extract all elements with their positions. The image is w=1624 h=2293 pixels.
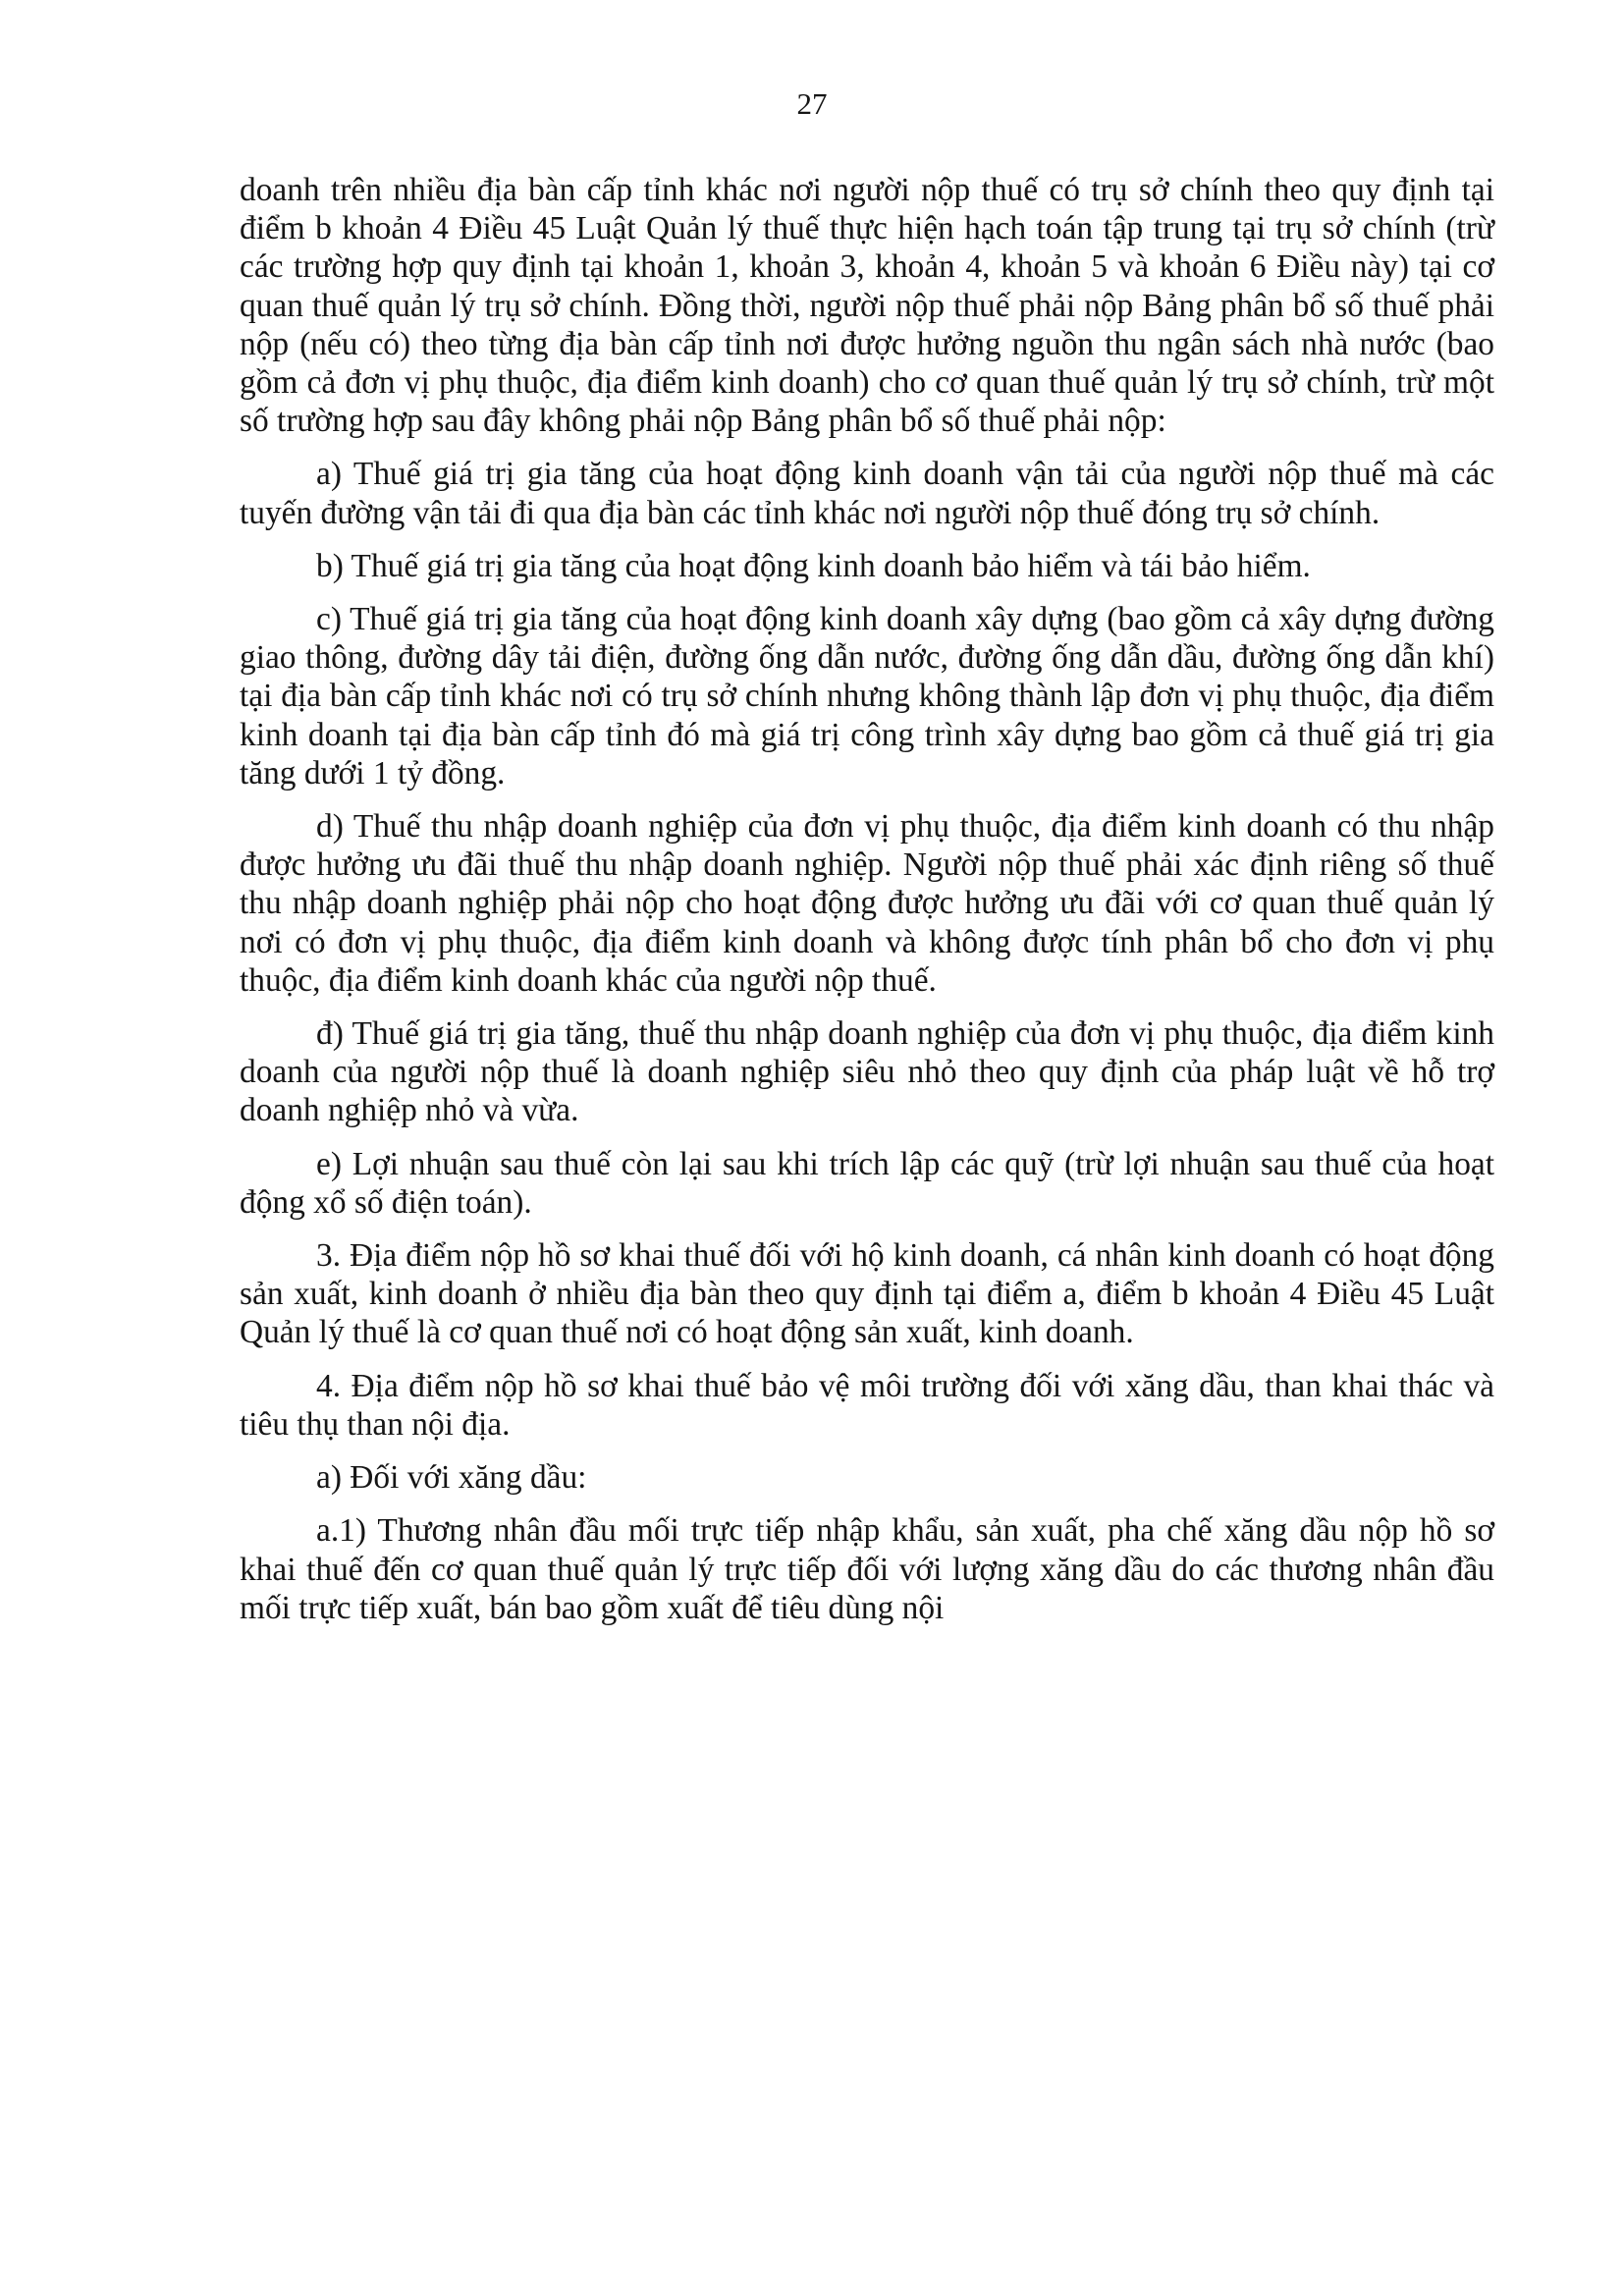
paragraph-item-4a1: a.1) Thương nhân đầu mối trực tiếp nhập khẩu, sản xuất, pha chế xăng dầu nộp hồ sơ khai thuế đến cơ quan thuế quản lý trực tiếp đối với lượng xăng dầu do các thương nhân đầu mối trực tiếp xuất, bán bao gồm xuất để tiêu dùng nội <box>240 1512 1494 1626</box>
paragraph-clause-4: 4. Địa điểm nộp hồ sơ khai thuế bảo vệ môi trường đối với xăng dầu, than khai thác và tiêu thụ than nội địa. <box>240 1367 1494 1443</box>
paragraph-clause-3: 3. Địa điểm nộp hồ sơ khai thuế đối với hộ kinh doanh, cá nhân kinh doanh có hoạt động sản xuất, kinh doanh ở nhiều địa bàn theo quy định tại điểm a, điểm b khoản 4 Điều 45 Luật Quản lý thuế là cơ quan thuế nơi có hoạt động sản xuất, kinh doanh. <box>240 1237 1494 1351</box>
paragraph-item-c: c) Thuế giá trị gia tăng của hoạt động kinh doanh xây dựng (bao gồm cả xây dựng đường giao thông, đường dây tải điện, đường ống dẫn nước, đường ống dẫn dầu, đường ống dẫn khí) tại địa bàn cấp tỉnh khác nơi có trụ sở chính nhưng không thành lập đơn vị phụ thuộc, địa điểm kinh doanh tại địa bàn cấp tỉnh đó mà giá trị công trình xây dựng bao gồm cả thuế giá trị gia tăng dưới 1 tỷ đồng. <box>240 601 1494 792</box>
paragraph-item-a: a) Thuế giá trị gia tăng của hoạt động kinh doanh vận tải của người nộp thuế mà các tuyến đường vận tải đi qua địa bàn các tỉnh khác nơi người nộp thuế đóng trụ sở chính. <box>240 456 1494 531</box>
page-number: 27 <box>796 86 828 121</box>
paragraph-item-dd: đ) Thuế giá trị gia tăng, thuế thu nhập doanh nghiệp của đơn vị phụ thuộc, địa điểm kinh doanh của người nộp thuế là doanh nghiệp siêu nhỏ theo quy định của pháp luật về hỗ trợ doanh nghiệp nhỏ và vừa. <box>240 1015 1494 1129</box>
paragraph-continuation: doanh trên nhiều địa bàn cấp tỉnh khác nơi người nộp thuế có trụ sở chính theo quy định tại điểm b khoản 4 Điều 45 Luật Quản lý thuế thực hiện hạch toán tập trung tại trụ sở chính (trừ các trường hợp quy định tại khoản 1, khoản 3, khoản 4, khoản 5 và khoản 6 Điều này) tại cơ quan thuế quản lý trụ sở chính. Đồng thời, người nộp thuế phải nộp Bảng phân bổ số thuế phải nộp (nếu có) theo từng địa bàn cấp tỉnh nơi được hưởng nguồn thu ngân sách nhà nước (bao gồm cả đơn vị phụ thuộc, địa điểm kinh doanh) cho cơ quan thuế quản lý trụ sở chính, trừ một số trường hợp sau đây không phải nộp Bảng phân bổ số thuế phải nộp: <box>240 172 1494 440</box>
paragraph-item-e: e) Lợi nhuận sau thuế còn lại sau khi trích lập các quỹ (trừ lợi nhuận sau thuế của hoạt động xổ số điện toán). <box>240 1145 1494 1221</box>
paragraph-item-d: d) Thuế thu nhập doanh nghiệp của đơn vị phụ thuộc, địa điểm kinh doanh có thu nhập được hưởng ưu đãi thuế thu nhập doanh nghiệp. Người nộp thuế phải xác định riêng số thuế thu nhập doanh nghiệp phải nộp cho hoạt động được hưởng ưu đãi với cơ quan thuế quản lý nơi có đơn vị phụ thuộc, địa điểm kinh doanh và không được tính phân bổ cho đơn vị phụ thuộc, địa điểm kinh doanh khác của người nộp thuế. <box>240 808 1494 999</box>
document-body <box>240 171 1494 1642</box>
paragraph-item-4a: a) Đối với xăng dầu: <box>316 1459 587 1497</box>
paragraph-item-b: b) Thuế giá trị gia tăng của hoạt động kinh doanh bảo hiểm và tái bảo hiểm. <box>316 547 1311 584</box>
